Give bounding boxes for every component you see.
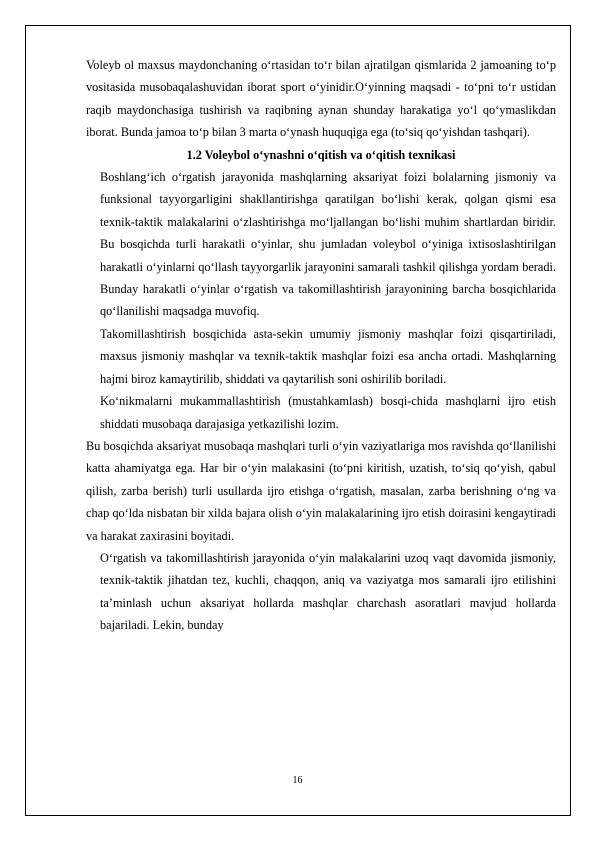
section-heading: 1.2 Voleybol o‘ynashni o‘qitish va o‘qitish texnikasi: [186, 147, 456, 162]
paragraph-1: Boshlang‘ich o‘rgatish jarayonida mashqlarning aksariyat foizi bolalarning jismoniy va funksional tayyorgarligini shakllantirishga qaratilgan bo‘lishi kerak, qolgan qismi esa texnik-taktik malakalarini o‘zlashtirishga mo‘ljallangan bo‘lishi muhim shartlardan biridir. Bu bosqichda turli harakatli o‘yinlar, shu jumladan voleybol o‘yiniga ixtisoslashtirilgan harakatli o‘yinlarni qo‘llash tayyorgarlik jarayonini samarali tashkil qilishga yordam beradi. Bunday harakatli o‘yinlar o‘rgatish va takomillashtirish jarayonining barcha bosqichlarida qo‘llanilishi maqsadga muvofiq.: [100, 170, 556, 319]
intro-paragraph: Voleyb ol maxsus maydonchaning o‘rtasidan to‘r bilan ajratilgan qismlarida 2 jamoaning to‘p vositasida musobaqalashuvidan iborat sport o‘yinidir.O‘yinning maqsadi - to‘pni to‘r ustidan raqib maydonchasiga tushirish va raqibning aynan shunday harakatiga yo‘l qo‘ymaslikdan iborat. Bunda jamoa to‘p bilan 3 marta o‘ynash huquqiga ega (to‘siq qo‘yishdan tashqari).: [86, 58, 556, 140]
paragraph-2: Takomillashtirish bosqichida asta-sekin umumiy jismoniy mashqlar foizi qisqartiriladi, maxsus jismoniy mashqlar va texnik-taktik mashqlar foizi esa ancha ortadi. Mashqlarning hajmi biroz kamaytirilib, shiddati va qaytarilish soni oshirilib boriladi.: [100, 326, 556, 386]
paragraph-5: O‘rgatish va takomillashtirish jarayonida o‘yin malakalarini uzoq vaqt davomida jismoniy, texnik-taktik jihatdan tez, kuchli, chaqqon, aniq va vaziyatga mos samarali ijro etilishini ta’minlash uchun aksariyat hollarda mashqlar charchash asoratlari mavjud hollarda bajariladi. Lekin, bunday: [100, 550, 556, 633]
paragraph-4: Bu bosqichda aksariyat musobaqa mashqlari turli o‘yin vaziyatlariga mos ravishda qo‘llanilishi katta ahamiyatga ega. Har bir o‘yin malakasini (to‘pni kiritish, uzatish, to‘siq qo‘yish, qabul qilish, zarba berish) turli usullarda ijro etishga o‘rgatish, masalan, zarba berishning o‘ng va chap qo‘lda nisbatan bir xilda bajara olish o‘yin malakalarining ijro etish doirasini kengaytiradi va harakat zaxirasini boyitadi.: [86, 438, 556, 543]
document-body: [86, 54, 556, 637]
paragraph-3: Ko‘nikmalarni mukammallashtirish (mustahkamlash) bosqi-chida mashqlarni ijro etish shiddati musobaqa darajasiga yetkazilishi lozim.: [100, 394, 556, 431]
page-number: 16: [292, 775, 303, 786]
